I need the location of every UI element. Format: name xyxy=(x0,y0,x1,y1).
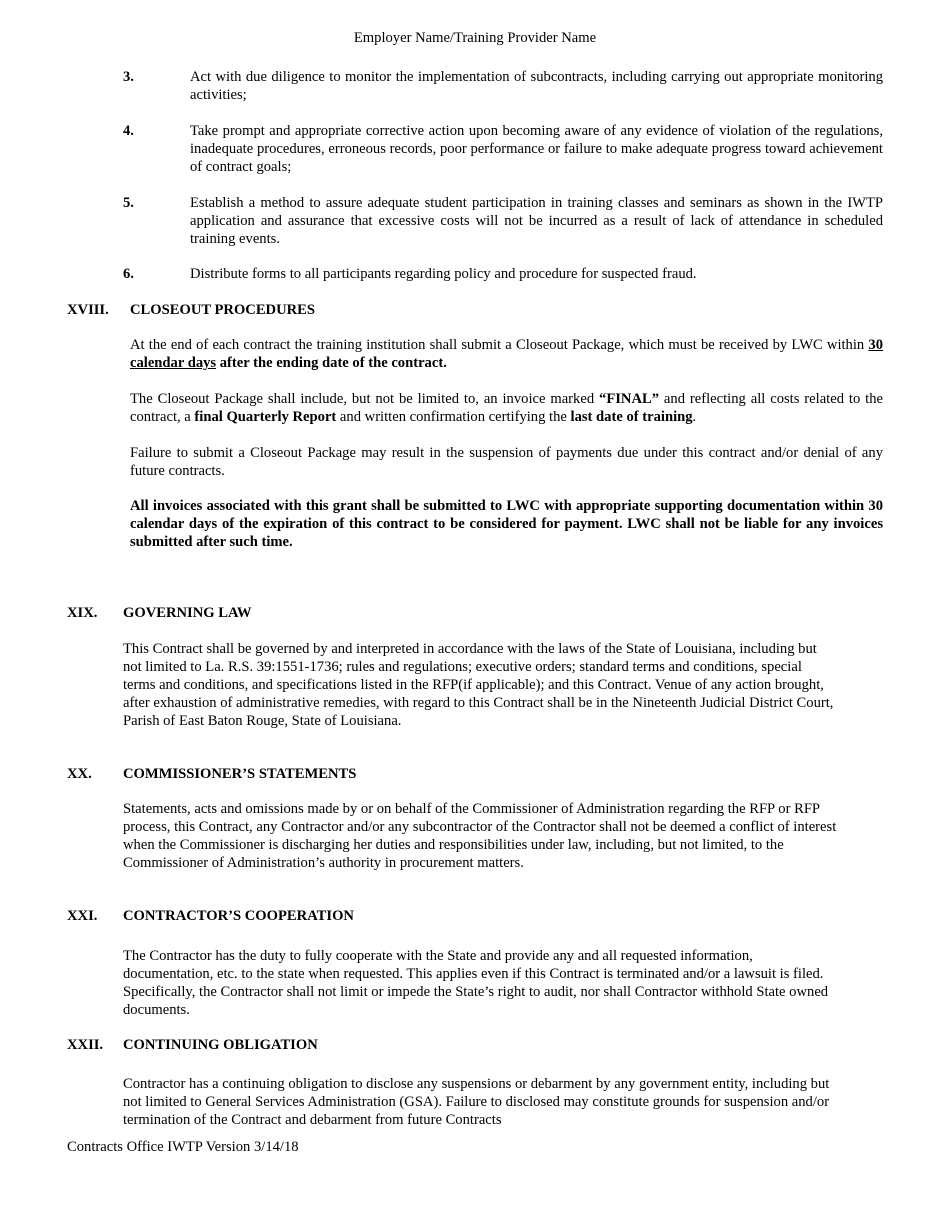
closeout-paragraph-2 xyxy=(130,390,883,426)
list-item-number: 5. xyxy=(123,195,134,211)
text-run-underlined: 30 calendar days xyxy=(130,337,883,371)
text-run-bold: last date of training xyxy=(570,409,693,425)
list-item-text: Distribute forms to all participants regarding policy and procedure for suspected fraud. xyxy=(190,266,697,282)
text-run: At the end of each contract the training institution shall submit a Closeout Package, which must be received by LWC within xyxy=(130,337,869,353)
text-line: documents. xyxy=(123,1002,190,1018)
page-header: Employer Name/Training Provider Name xyxy=(353,30,597,46)
text-line: Parish of East Baton Rouge, State of Louisiana. xyxy=(123,713,402,729)
section-title: CONTRACTOR’S COOPERATION xyxy=(123,908,354,924)
list-item-number: 3. xyxy=(123,69,134,85)
section-number: XXII. xyxy=(67,1037,104,1053)
text-line: process, this Contract, any Contractor and/or any subcontractor of the Contractor shall not be deemed a conflict of interest xyxy=(123,819,837,835)
text-line: This Contract shall be governed by and interpreted in accordance with the laws of the State of Louisiana, including but xyxy=(123,641,817,657)
section-title: CONTINUING OBLIGATION xyxy=(123,1037,318,1053)
closeout-paragraph-3: Failure to submit a Closeout Package may result in the suspension of payments due under this contract and/or denial of any future contracts. xyxy=(130,445,883,479)
section-title: CLOSEOUT PROCEDURES xyxy=(130,302,316,318)
section-number: XVIII. xyxy=(67,302,109,318)
closeout-paragraph-4: All invoices associated with this grant shall be submitted to LWC with appropriate supporting documentation within 30 calendar days of the expiration of this contract to be considered for payment. LWC shall not be liable for any invoices submitted after such time. xyxy=(130,498,883,550)
section-title: GOVERNING LAW xyxy=(123,605,252,621)
section-number: XIX. xyxy=(67,605,98,621)
section-body xyxy=(123,640,833,730)
list-item-number: 6. xyxy=(123,266,134,282)
list-item-number: 4. xyxy=(123,123,134,139)
page-footer: Contracts Office IWTP Version 3/14/18 xyxy=(67,1139,299,1155)
text-line: when the Commissioner is discharging her duties and responsibilities under law, including, but not limited, to the xyxy=(123,837,784,853)
section-body xyxy=(123,800,836,872)
text-line: termination of the Contract and debarment from future Contracts xyxy=(123,1112,502,1128)
closeout-paragraph-1 xyxy=(130,336,883,372)
text-line: documentation, etc. to the state when requested. This applies even if this Contract is terminated and/or a lawsuit is filed. xyxy=(123,966,824,982)
text-run: . xyxy=(692,409,697,425)
text-run: and reflecting all costs related to the contract, a xyxy=(130,391,883,425)
list-item-text: Act with due diligence to monitor the implementation of subcontracts, including carrying out appropriate monitoring activities; xyxy=(190,69,883,103)
text-run: and written confirmation certifying the xyxy=(336,409,571,425)
text-line: not limited to General Services Administration (GSA). Failure to disclosed may constitute grounds for suspension and/or xyxy=(123,1094,830,1110)
text-line: Commissioner of Administration’s authority in procurement matters. xyxy=(123,855,524,871)
list-item-text: Establish a method to assure adequate student participation in training classes and seminars as shown in the IWTP application and assurance that excessive costs will not be incurred as a result of lack of attendance in scheduled training events. xyxy=(190,195,883,247)
text-line: The Contractor has the duty to fully cooperate with the State and provide any and all requested information, xyxy=(123,948,753,964)
section-number: XXI. xyxy=(67,908,98,924)
text-run-bold: final Quarterly Report xyxy=(194,409,337,425)
text-line: Statements, acts and omissions made by or on behalf of the Commissioner of Administration regarding the RFP or RFP xyxy=(123,801,821,817)
text-line: terms and conditions, and specifications listed in the RFP(if applicable); and this Contract. Venue of any action brought, xyxy=(123,677,824,693)
text-run: The Closeout Package shall include, but not be limited to, an invoice marked xyxy=(130,391,600,407)
section-body xyxy=(123,1075,829,1129)
text-run: after the ending date of the contract. xyxy=(216,355,447,371)
text-run-bold: “FINAL” xyxy=(599,391,660,407)
text-line: Contractor has a continuing obligation to disclose any suspensions or debarment by any government entity, including but xyxy=(123,1076,830,1092)
list-item-text: Take prompt and appropriate corrective action upon becoming aware of any evidence of violation of the regulations, inadequate procedures, erroneous records, poor performance or failure to make adequate progress toward achievement of contract goals; xyxy=(190,123,883,175)
section-body xyxy=(123,947,828,1019)
text-line: Specifically, the Contractor shall not limit or impede the State’s right to audit, nor shall Contractor withhold State owned xyxy=(123,984,829,1000)
text-line: not limited to La. R.S. 39:1551-1736; rules and regulations; executive orders; standard terms and conditions, special xyxy=(123,659,802,675)
section-number: XX. xyxy=(67,766,92,782)
text-line: after exhaustion of administrative remedies, with regard to this Contract shall be in the Nineteenth Judicial District Court, xyxy=(123,695,834,711)
section-title: COMMISSIONER’S STATEMENTS xyxy=(123,766,357,782)
